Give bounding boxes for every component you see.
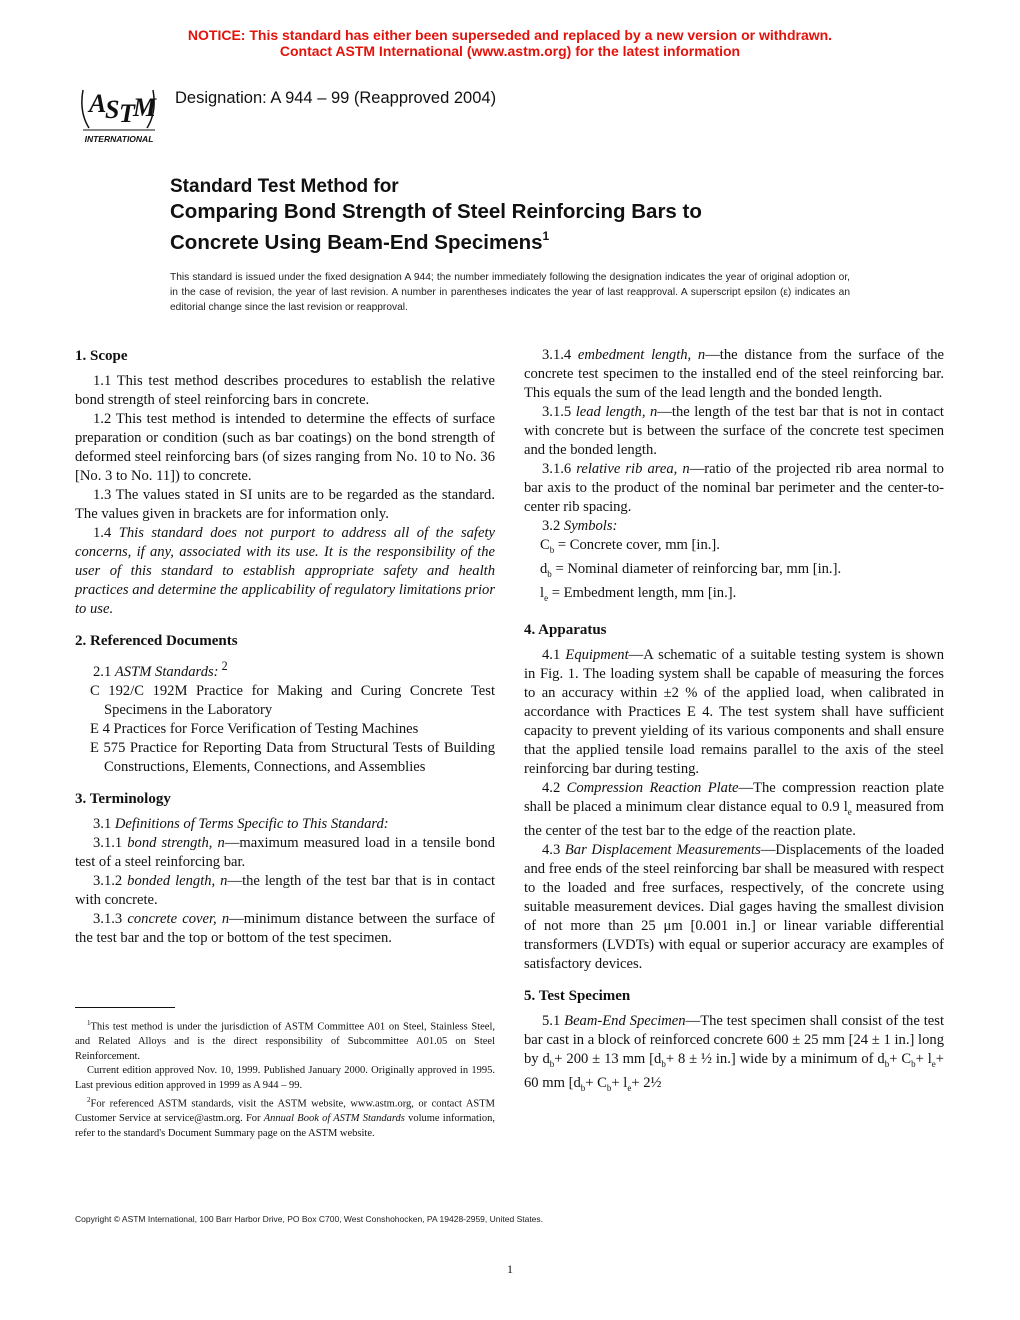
symbols-label: Symbols:	[563, 518, 618, 534]
term: Bar Displacement Measurements	[564, 841, 761, 858]
astm-logo	[75, 72, 161, 150]
symbol-subscript: b	[547, 568, 552, 579]
svg-text:T: T	[119, 99, 135, 128]
paragraph-2-1	[75, 657, 495, 682]
term: Beam-End Specimen	[564, 1012, 686, 1029]
paragraph-1-1: 1.1 This test method describes procedures to establish the relative bond strength of steel reinforcing bars in concrete.	[75, 373, 495, 408]
symbol-le	[524, 584, 944, 608]
paragraph-number: 4.2	[542, 779, 567, 796]
paragraph-1-2: 1.2 This test method is intended to determine the effects of surface preparation or condition (such as bar coatings) on the bond strength of deformed steel reinforcing bars (of sizes ranging from No. 10 to No. 36 [No. 3 to No. 11]) to concrete.	[75, 411, 495, 484]
subscript: b	[884, 1058, 890, 1069]
paragraph-number: 3.1.5	[542, 404, 576, 420]
footnote-rule	[75, 1007, 175, 1008]
subscript: b	[549, 1058, 555, 1069]
title-line-2	[170, 224, 702, 255]
paragraph-number: 3.1.3	[93, 910, 128, 927]
symbol-subscript: e	[544, 592, 549, 603]
paragraph-number: 3.1.2	[93, 872, 128, 889]
preamble: This standard is issued under the fixed designation A 944; the number immediately following the designation indicates the year of original adoption or, in the case of revision, the year of last revision. A number in parentheses indicates the year of last reapproval. A superscript epsilon (ε) indicates an editorial change since the last revision or reapproval.	[170, 272, 850, 313]
title-prefix: Standard Test Method for	[170, 176, 399, 197]
footnote-text: For referenced ASTM standards, visit the ASTM website, www.astm.org, or contact ASTM Customer Service at service@astm.org. For	[75, 1098, 495, 1124]
symbol-definition: = Concrete cover, mm [in.].	[554, 537, 720, 553]
copyright-line: Copyright © ASTM International, 100 Barr Harbor Drive, PO Box C700, West Conshohocken, PA 19428-2959, United States.	[75, 1214, 544, 1224]
definition-text: —maximum measured load in a tensile bond test of a steel reinforcing bar.	[75, 834, 495, 870]
paragraph-text: + l	[611, 1074, 628, 1091]
term: Equipment	[565, 646, 629, 663]
symbol: d	[540, 560, 548, 577]
paragraph-3-1	[75, 815, 495, 834]
right-column	[524, 346, 944, 1097]
logo-label: INTERNATIONAL	[84, 134, 154, 144]
symbol-subscript: b	[549, 544, 555, 555]
paragraph-text: + 200 ± 13 mm [d	[554, 1050, 662, 1067]
definition-text: —the distance from the surface of the concrete test specimen to the installed end of the steel reinforcing bar. This equals the sum of the lead length and the bonded length.	[524, 347, 944, 401]
symbol-definition: = Embedment length, mm [in.].	[548, 584, 737, 601]
notice-line-2: Contact ASTM International (www.astm.org) for the latest information	[279, 43, 741, 59]
term: lead length, n	[575, 404, 658, 420]
paragraph-4-1	[524, 646, 944, 779]
symbol-db	[524, 560, 944, 584]
paragraph-number: 3.1.6	[542, 461, 577, 477]
left-column	[75, 346, 495, 948]
subscript: b	[580, 1082, 586, 1093]
paragraph-number: 2.1	[93, 663, 115, 680]
paragraph-number: 3.1.4	[542, 347, 578, 363]
footnote-mark: 2	[87, 1096, 91, 1104]
symbol: C	[540, 537, 550, 553]
definition-text: —the length of the test bar that is in contact with concrete.	[75, 872, 495, 908]
term: concrete cover, n	[127, 910, 230, 927]
page-number: 1	[507, 1262, 513, 1276]
footnote-text: This test method is under the jurisdiction of ASTM Committee A01 on Steel, Stainless Steel, and Related Alloys and is the direct responsibility of Subcommittee A01.05 on Steel Reinforcement.	[75, 1021, 495, 1062]
paragraph-text: —Displacements of the loaded and free ends of the steel reinforcing bar shall be measured with respect to the loaded and free surfaces, respectively, of the concrete using suitable measurement devices. Dial gages having the smallest division of not more than 25 μm [0.001 in.] or linear variable differential transformers (LVDTs) with equal or superior accuracy are examples of satisfactory devices.	[524, 841, 944, 972]
footnote-mark: 1	[87, 1019, 91, 1027]
title-line-1: Comparing Bond Strength of Steel Reinforcing Bars to	[170, 200, 702, 223]
paragraph-number: 1.4	[93, 525, 119, 541]
paragraph-1-4	[75, 524, 495, 619]
subscript: e	[627, 1082, 632, 1093]
footnote-text: volume information, refer to the standard's Document Summary page on the ASTM website.	[75, 1113, 495, 1139]
symbol-definition: = Nominal diameter of reinforcing bar, mm [in.].	[551, 560, 842, 577]
svg-text:M: M	[133, 93, 157, 122]
svg-text:A: A	[89, 89, 107, 118]
definition-bonded-length	[75, 872, 495, 910]
paragraph-text: —The test specimen shall consist of the test bar cast in a block of reinforced concrete 600 ± 25 mm [24 ± 1 in.] long by d	[524, 1012, 944, 1067]
paragraph-number: 3.1	[93, 815, 115, 832]
paragraph-text: + l	[915, 1050, 932, 1067]
paragraph-text: —A schematic of a suitable testing system is shown in Fig. 1. The loading system shall be capable of measuring the forces to an accuracy within ±2 % of the applied load, when calibrated in accordance with Practices E 4. The test system shall have sufficient capacity to prevent yielding of its various components and shall ensure that the applied tensile load remains parallel to the axis of the steel reinforcing bar during testing.	[524, 646, 945, 777]
term: relative rib area, n	[576, 461, 690, 477]
safety-statement: This standard does not purport to address all of the safety concerns, if any, associated with its use. It is the responsibility of the user of this standard to establish appropriate safety and health practices and determine the applicability of regulatory limitations prior to use.	[75, 525, 495, 617]
definition-concrete-cover	[75, 910, 495, 948]
paragraph-number: 4.1	[542, 646, 566, 663]
paragraph-text: + C	[889, 1050, 912, 1067]
paragraph-number: 5.1	[542, 1012, 565, 1029]
document-title	[170, 175, 702, 255]
paragraph-text: + 8 ± ½ in.] wide by a minimum of d	[665, 1050, 885, 1067]
section-heading-test-specimen: 5. Test Specimen	[524, 987, 631, 1004]
definition-text: —the length of the test bar that is not in contact with concrete but is between the surface of the concrete test specimen and the bonded length.	[524, 404, 944, 458]
reference-item: E 575 Practice for Reporting Data from Structural Tests of Building Constructions, Elements, Connections, and Assemblies	[90, 739, 495, 775]
paragraph-text: + 60 mm [d	[524, 1050, 944, 1091]
definition-text: —minimum distance between the surface of the test bar and the top or bottom of the test specimen.	[75, 910, 495, 946]
subscript: e	[847, 806, 852, 817]
footnote-1	[75, 1016, 495, 1064]
footnote-2	[75, 1093, 495, 1141]
subscript: b	[661, 1058, 666, 1069]
definition-bond-strength	[75, 834, 495, 872]
definition-relative-rib-area	[524, 460, 944, 517]
section-heading-referenced-documents: 2. Referenced Documents	[75, 633, 238, 649]
reference-item: C 192/C 192M Practice for Making and Curing Concrete Test Specimens in the Laboratory	[90, 682, 495, 718]
paragraph-text: + 2½	[631, 1074, 662, 1091]
title-footnote-mark: 1	[542, 229, 550, 243]
paragraph-4-2	[524, 779, 944, 841]
term: bonded length, n	[127, 872, 228, 889]
paragraph-4-3	[524, 841, 944, 974]
section-heading-terminology: 3. Terminology	[75, 790, 171, 807]
annual-book-title: Annual Book of ASTM Standards	[263, 1113, 405, 1124]
symbol-cb	[524, 536, 944, 560]
svg-text:S: S	[105, 95, 120, 124]
paragraph-text: measured from the center of the test bar to the edge of the reaction plate.	[524, 798, 944, 839]
withdrawn-notice	[0, 27, 1020, 59]
paragraph-1-3: 1.3 The values stated in SI units are to be regarded as the standard. The values given in brackets are for information only.	[75, 487, 495, 522]
subscript: e	[931, 1058, 936, 1069]
paragraph-number: 3.2	[542, 518, 564, 534]
definitions-label: Definitions of Terms Specific to This Standard:	[114, 815, 389, 832]
section-heading-apparatus: 4. Apparatus	[524, 621, 607, 638]
astm-standards-label: ASTM Standards:	[114, 663, 219, 680]
paragraph-3-2	[524, 517, 944, 536]
footnote-mark: 2	[218, 659, 228, 673]
footnotes	[75, 1016, 495, 1141]
subscript: b	[911, 1058, 916, 1069]
definition-embedment-length	[524, 346, 944, 403]
paragraph-number: 4.3	[542, 841, 565, 858]
reference-item: E 4 Practices for Force Verification of Testing Machines	[90, 720, 419, 737]
section-heading-scope: 1. Scope	[75, 348, 128, 364]
notice-line-1: NOTICE: This standard has either been superseded and replaced by a new version or withdrawn.	[187, 27, 833, 43]
footnote-1-edition: Current edition approved Nov. 10, 1999. Published January 2000. Originally approved in 1995. Last previous edition approved in 1999 as A 944 – 99.	[75, 1065, 495, 1091]
paragraph-number: 3.1.1	[93, 834, 128, 851]
definition-lead-length	[524, 403, 944, 460]
title-line-2-text: Concrete Using Beam-End Specimens	[170, 231, 543, 254]
paragraph-5-1	[524, 1012, 944, 1098]
paragraph-text: + C	[585, 1074, 607, 1091]
term: Compression Reaction Plate	[566, 779, 739, 796]
symbol: l	[540, 584, 545, 601]
definition-text: —ratio of the projected rib area normal to bar axis to the product of the nominal bar perimeter and the center-to-center rib spacing.	[524, 461, 944, 515]
paragraph-text: —The compression reaction plate shall be placed a minimum clear distance equal to 0.9 l	[524, 779, 944, 815]
term: embedment length, n	[577, 347, 706, 363]
term: bond strength, n	[127, 834, 225, 851]
designation: Designation: A 944 – 99 (Reapproved 2004)	[175, 89, 497, 107]
subscript: b	[606, 1082, 612, 1093]
